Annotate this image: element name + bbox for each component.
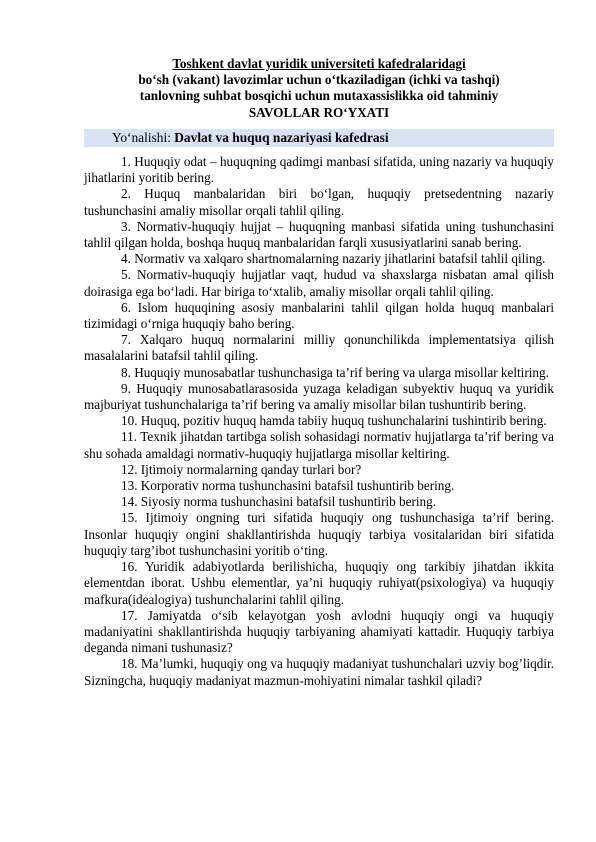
question-item: 14. Siyosiy norma tushunchasini batafsil tushuntirib bering. — [121, 494, 437, 510]
question-item: 10. Huquq, pozitiv huquq hamda tabiiy huquq tushunchalarini tushintirib bering. — [121, 413, 547, 429]
question-item: 9. Huquqiy munosabatlarasosida yuzaga keladigan subyektiv huquq va yuridik majburiyat tushunchalariga ta’rif bering va amaliy misollar bilan tushuntirib bering. — [84, 380, 554, 413]
document-page — [84, 56, 554, 689]
question-item: 13. Korporativ norma tushunchasini batafsil tushuntirib bering. — [121, 478, 455, 494]
question-item: 18. Ma’lumki, huquqiy ong va huquqiy madaniyat tushunchalari uzviy bog’liqdir. Sizningcha, huquqiy madaniyat mazmun-mohiyatini nimalar tashkil qiladi? — [84, 656, 554, 688]
question-item: 8. Huquqiy munosabatlar tushunchasiga ta’rif bering va ularga misollar keltiring. — [121, 364, 549, 380]
question-item: 15. Ijtimoiy ongning turi sifatida huquqiy ong tushunchasiga ta’rif bering. Insonlar huquqiy ongini shakllantirishda huquqiy tarbiya vositalaridan biri sifatida huquqiy targ’ibot tushunchasini yoritib o‘ting. — [84, 510, 554, 558]
question-list — [84, 154, 554, 689]
title-line-vacancy: bo‘sh (vakant) lavozimlar uchun o‘tkaziladigan (ichki va tashqi) — [138, 72, 500, 88]
department-name: Davlat va huquq nazariyasi kafedrasi — [174, 129, 389, 145]
question-item: 2. Huquq manbalaridan biri bo‘lgan, huquqiy pretsedentning nazariy tushunchasini amaliy misollar orqali tahlil qiling. — [84, 186, 554, 218]
document-title — [84, 56, 554, 121]
question-item: 7. Xalqaro huquq normalarini milliy qonunchilikda implementatsiya qilish masalalarini batafsil tahlil qiling. — [84, 332, 554, 364]
title-line-list: SAVOLLAR RO‘YXATI — [248, 104, 390, 120]
question-item: 16. Yuridik adabiyotlarda berilishicha, huquqiy ong tarkibiy jihatdan ikkita elementdan iborat. Ushbu elementlar, ya’ni huquqiy ruhiyat(psixologiya) va huquqiy mafkura(idealogiya) tushunchalarini tahlil qiling. — [84, 559, 554, 607]
question-item: 11. Texnik jihatdan tartibga solish sohasidagi normativ hujjatlarga ta’rif bering va shu sohada amaldagi normativ-huquqiy hujjatlarga misollar keltiring. — [84, 429, 554, 461]
question-item: 5. Normativ-huquqiy hujjatlar vaqt, hudud va shaxslarga nisbatan amal qilish doirasiga ega bo‘ladi. Har biriga to‘xtalib, amaliy misollar orqali tahlil qiling. — [84, 267, 554, 299]
question-item: 6. Islom huquqining asosiy manbalarini tahlil qilgan holda huquq manbalari tizimidagi o‘rniga huquqiy baho bering. — [84, 299, 554, 332]
question-item: 17. Jamiyatda o‘sib kelayotgan yosh avlodni huquqiy ongi va huquqiy madaniyatini shakllantirishda huquqiy tarbiyaning ahamiyati kattadir. Huquqiy tarbiya deganda nimani tushunasiz? — [84, 607, 554, 656]
question-item: 1. Huquqiy odat – huquqning qadimgi manbasi sifatida, uning nazariy va huquqiy jihatlarini yoritib bering. — [84, 154, 554, 186]
department-banner — [84, 129, 554, 147]
question-item: 12. Ijtimoiy normalarning qanday turlari bor? — [121, 461, 362, 477]
department-label: Yo‘nalishi: — [112, 129, 175, 145]
question-item: 3. Normativ-huquqiy hujjat – huquqning manbasi sifatida uning tushunchasini tahlil qilgan holda, boshqa huquq manbalaridan farqli xususiyatlarini sanab bering. — [84, 218, 554, 251]
title-line-competition: tanlovning suhbat bosqichi uchun mutaxassislikka oid tahminiy — [139, 88, 499, 104]
title-line-university: Toshkent davlat yuridik universiteti kafedralaridagi — [172, 56, 466, 71]
question-item: 4. Normativ va xalqaro shartnomalarning nazariy jihatlarini batafsil tahlil qiling. — [121, 251, 546, 267]
